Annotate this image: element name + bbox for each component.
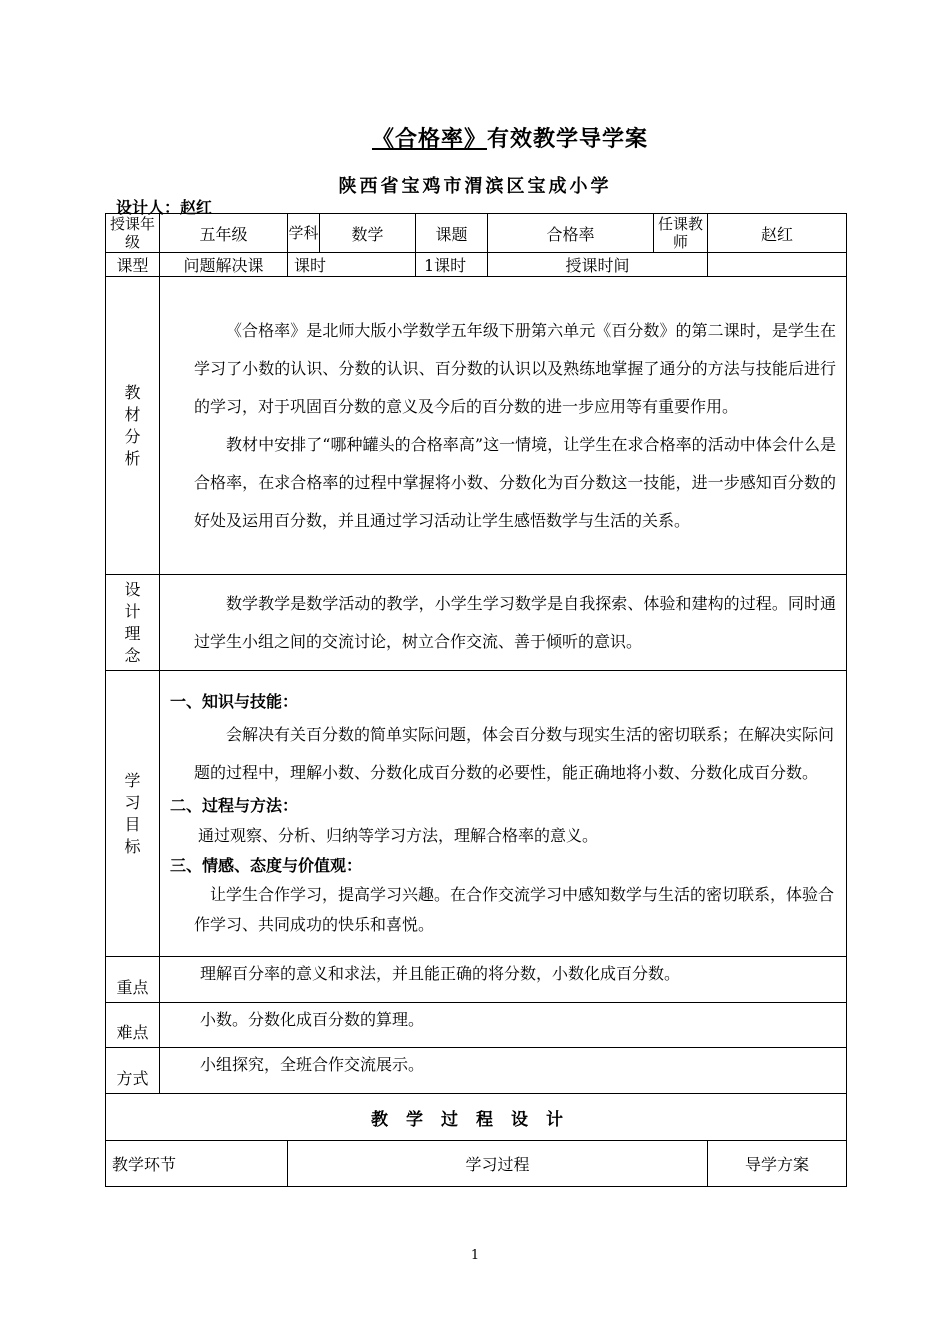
- difficulty-row: [106, 1003, 847, 1048]
- hours-label: 课时: [288, 253, 416, 277]
- time-value: [708, 253, 847, 277]
- process-col-guide: 导学方案: [708, 1141, 847, 1187]
- objective-heading-1: 一、知识与技能：: [170, 691, 299, 711]
- info-row-1: [106, 214, 847, 253]
- objectives-row: [106, 671, 847, 957]
- subject-value: 数学: [320, 214, 416, 253]
- designer-line: 设计人：赵红: [116, 198, 213, 217]
- analysis-para-1: 《合格率》是北师大版小学数学五年级下册第六单元《百分数》的第二课时，是学生在学习了小数的认识、分数的认识、百分数的认识以及熟练地掌握了通分的方法与技能后进行的学习，对于巩固百分数的意义及今后的百分数的进一步应用等有重要作用。: [194, 320, 837, 416]
- subject-label: 学科: [288, 214, 320, 253]
- type-label: 课型: [106, 253, 160, 277]
- analysis-row: [106, 277, 847, 575]
- method-row: [106, 1048, 847, 1094]
- type-value: 问题解决课: [160, 253, 288, 277]
- key-row: [106, 957, 847, 1003]
- process-col-stage-text: 教学环节: [112, 1155, 177, 1174]
- concept-content: [160, 575, 847, 671]
- objective-heading-3: 三、情感、态度与价值观：: [170, 855, 363, 875]
- topic-label: 课题: [416, 214, 488, 253]
- objective-text-3: 让学生合作学习，提高学习兴趣。在合作交流学习中感知数学与生活的密切联系，体验合作学习、共同成功的快乐和喜悦。: [194, 884, 835, 934]
- analysis-label: 教材分析: [106, 277, 160, 575]
- objectives-content: [160, 671, 847, 957]
- objective-heading-2: 二、过程与方法：: [170, 795, 299, 815]
- grade-label: 授课年级: [106, 214, 160, 253]
- lesson-plan-table: [105, 213, 847, 1187]
- process-title-row: [106, 1094, 847, 1141]
- process-title: 教学过程设计: [106, 1094, 847, 1141]
- objectives-label: 学习目标: [106, 671, 160, 957]
- teacher-value: 赵红: [708, 214, 847, 253]
- concept-row: [106, 575, 847, 671]
- key-label: 重点: [106, 957, 160, 1003]
- time-label: 授课时间: [488, 253, 708, 277]
- concept-label: 设计理念: [106, 575, 160, 671]
- school-name: 陕西省宝鸡市渭滨区宝成小学: [338, 176, 612, 197]
- hours-value: 1课时: [416, 253, 488, 277]
- concept-text: 数学教学是数学活动的教学，小学生学习数学是自我探索、体验和建构的过程。同时通过学生小组之间的交流讨论，树立合作交流、善于倾听的意识。: [194, 593, 837, 651]
- teacher-label: 任课教师: [654, 214, 708, 253]
- document-title: [0, 122, 950, 153]
- topic-value: 合格率: [488, 214, 654, 253]
- key-text: 理解百分率的意义和求法，并且能正确的将分数，小数化成百分数。: [160, 957, 847, 1003]
- analysis-para-2: 教材中安排了“哪种罐头的合格率高”这一情境，让学生在求合格率的活动中体会什么是合格率，在求合格率的过程中掌握将小数、分数化为百分数这一技能，进一步感知百分数的好处及运用百分数，并且通过学习活动让学生感悟数学与生活的关系。: [194, 434, 837, 530]
- title-book-name: 《合格率》: [371, 127, 487, 152]
- page-number: 1: [470, 1248, 480, 1263]
- analysis-content: [160, 277, 847, 575]
- difficulty-text: 小数。分数化成百分数的算理。: [160, 1003, 847, 1048]
- info-row-2: [106, 253, 847, 277]
- objective-text-2: 通过观察、分析、归纳等学习方法，理解合格率的意义。: [198, 825, 599, 845]
- method-label: 方式: [106, 1048, 160, 1094]
- process-header-row: [106, 1141, 847, 1187]
- objective-text-1: 会解决有关百分数的简单实际问题，体会百分数与现实生活的密切联系；在解决实际问题的过程中，理解小数、分数化成百分数的必要性，能正确地将小数、分数化成百分数。: [194, 724, 835, 782]
- grade-value: 五年级: [160, 214, 288, 253]
- process-col-learning: 学习过程: [288, 1141, 708, 1187]
- title-rest: 有效教学导学案: [487, 127, 649, 152]
- process-col-stage: [106, 1141, 288, 1187]
- method-text: 小组探究，全班合作交流展示。: [160, 1048, 847, 1094]
- difficulty-label: 难点: [106, 1003, 160, 1048]
